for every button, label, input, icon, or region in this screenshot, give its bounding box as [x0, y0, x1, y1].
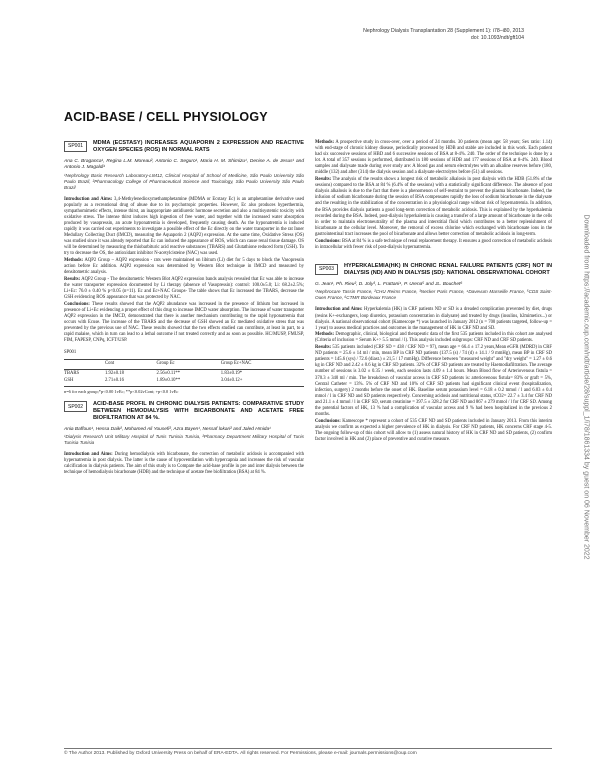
abstract-results: Results: AQP2 Group - The densitometric Western Blot AQP2 expression bands analysis revealed that Ec was able to increase the water transporter expression documented by Li therapy (absence of Vasopressin): control: 100.0±5.0; Li: 68.2±2.5%; Li+Ec: 76.0 ± 0.40 % p<0.05 (n=11). Ec and Ec+NAC Groups- The table shows that Ec increased the TBARS, decrease the GSH evidencing ROS appearance that was protected by NAC.	[64, 276, 304, 301]
results-table	[64, 359, 304, 386]
footer-divider	[64, 748, 552, 749]
abstract-conclusions: Conclusions: Kamescope * represent a cohort of 535 CRF ND and SD patients included in January 2013. From this interim analysis we confirm as expected a higher prevalence of HK in dialysis. For CRF ND patients, HK concerns CRF stage 4-5. The ongoing follow-up of this cohort will allow to (1) assess natural history of HK in CRF ND and SD patients, (2) confirm factor involved in HK and (2) place of preventive and curative measure.	[315, 418, 553, 442]
abstract-conclusions: Conclusions: These results showed that the AQP2 abundance was increased in the presence of lithium but increased in presence of Li+Ec evidencing a proper effect of this drug to increase IMCD water absorption. The increase of water transporter AQP2 expression in the IMCD, demonstrated that there is another mechanism contributing to the rapid hyponatremia that occurs with Ecuse. The increase of the TBARS and the decrease of GSH showed an Ec mediated oxidative stress that was prevented by the previous use of NAC. These results showed that the two effects studied can contribute, at least in part, to a rapid malaise, which in turn can lead to a lethal outcome if not treated correctly and as soon as possible. HC/MUSP, FMUSP, FIM, FAPESP, CNPq, ICFT/USP.	[64, 301, 304, 344]
table-cell: 3.04±0.12+	[221, 378, 304, 386]
abstract-affiliation: ¹Dialysis Research Unit Military Hospital of Tunis Tunisia Tunisia, ²Pharmacy Department Military Hospital of Tunis Tunisia Tunisia	[64, 433, 304, 445]
table-header-cell	[64, 360, 105, 369]
abstract-authors: Ania Baffoun¹, Hessa Daik², Mohamed Ali Yousefi², Azra Bayen¹, Nessaf lokari² and Jaled Hmida¹	[64, 426, 271, 432]
abstract-authors: G. Jean¹, Ph. Rieu², D. Joly³, L. Frattani⁴, P. Urena⁵ and JL. Bouchet⁶	[315, 282, 463, 288]
table-header-cell: Group Ec	[157, 360, 221, 369]
table-cell: 1.92±0.18	[105, 370, 124, 376]
results-table-block	[64, 350, 304, 394]
journal-doi: doi: 10.1093/ndt/gft104	[470, 35, 524, 41]
table-header-row	[64, 360, 304, 369]
abstract-intro: Introduction and Aims: 3,4-Methylenedioxymethamphetamine (MDMA or Ecstasy Ec) is an amphetamine derivative used popularly as a recreational drug of abuse due to its psychotropic properties. However, Ec also produces hyperthermia, sympathomimetic effects, intense thirst, an inappropriate antidiuretic hormone secretion and also a multisystemic toxicity with oxidative stress. The intense thirst induces high ingestion of free water, and together with the increased water absorption produced by vasopressin, an acute hyponatremia is developed, frequently causing death. As the hyponatremia is induced rapidly it was carried out experiments to investigate a possible effect of the Ec directly on the water transporter in the rat Inner Medullary Collecting Duct (IMCD), measuring the Aquaporin 2 (AQP2) expression. At the same time, Oxidative Stress (OS) was studied since it was already reported that Ec can induced the appearance of ROS, which can cause renal tissue damage. OS will be determined by measuring the thiobarbituric acid reactive substances (TBARS) and Glutathione reduced form (GSH). To try to decrease the OS, the antioxidant inhibitor N-acetylcisteine (NAC) was used.	[64, 196, 305, 257]
abstract-code: SP003	[315, 264, 338, 275]
table-row	[64, 378, 304, 386]
abstract-results: Results: 535 patients included (CRF SD = 438 / CRF ND = 97), mean age = 66.4 ± 17.2 years,Mean eGFR (MDRD) in CRF ND patients = 25.6 ± 14 ml / min, mean BP in CRF ND patients (137.5 (s) / 74 (d) ± 14.1 / 9 mmHg), mean BP in CRF SD patients = 145.6 (sys) / 72.6 (diast.) ± 21,5 / 17 mmHg). Difference between "measured weight" and "dry weight" = 1.27 ± 0.6 kg in CRF ND and 2.42 ± 0.6 kg in CRF SD patients. 32% of CRF SD patients are treated by Haemodiafiltration. The average number of sessions is 3.02 ± 0.35 / week, each session lasts 4.09 ± 1.4 hours. Mean Blood flow of Arteriovenous fistula = 370.3 ± 340 ml / min. The breakdown of vascular access in CRF SD patients is: arteriovenous fistula= 83% or graft = 5%, Central Catheter = 13%. 5% of CRF ND and 10% of CRF SD patients had significant clinical event (hospitalization, infection, surgery) 2 months before the onset of HK. Baseline serum potassium level = 6.18 ± 0.2 mmol / l and 6.03 ± 0.4 mmol / l in CRF ND and SD patients respectively. Concerning acidosis and nutritional status, tCO2= 22.7 ± 3.4 for CRF ND and 21.1 ± 4 mmol / l in CRF SD, serum creatinine = 397.5 ± 328.2 for CRF ND and 867 ± 279 mmol / l for CRF SD. Among the potential factors of HK, 13 % had a complication of vascular access and 9 % had been hospitalized in the previous 2 months.	[315, 345, 552, 418]
abstract-affiliation: ¹Nephrocare Tassin France, ²CHU Reims France, ³Necker Paris France, ⁴Davevum Marseille France, ⁵CDS Saint-Ouen France, ⁶CTMR Bordeaux France	[315, 289, 552, 301]
table-cell: 1.89±0.10**	[157, 378, 221, 386]
table-header-cell: Cont	[105, 360, 157, 369]
abstract-intro: Introduction and Aims: Hyperkalemia (HK) in CRF patients ND or SD is a dreaded complication prevented by diet, drugs (resins K+-exchangers, loop diuretics, potassium concentration in dialysate) and treated by drugs (insulins, b2mimetics...) or dialysis. A national observational cohort (Kamescope *) was launched in January 2012 (n = 700 patients targeted, follow-up = 1 year) to assess medical practices and outcomes in the management of HK in CRF ND and SD.	[315, 307, 553, 331]
abstract-title: HYPERKALEMIA(HK) IN CHRONIC RENAL FAILURE PATIENTS (CRF) NOT IN DIALYSIS (ND) AND IN DIALYSIS (SD): NATIONAL OBSERVATIONAL COHORT	[344, 263, 552, 277]
table-cell: GSH	[64, 378, 105, 386]
abstract-title: ACID-BASE PROFIL IN CHRONIC DIALYSIS PATIENTS: COMPARATIVE STUDY BETWEEN HEMODIALYSIS WITH BICARBONATE AND ACETATE FREE BIOFILTRATION AT 84 %.	[93, 400, 304, 421]
table-row	[64, 369, 304, 377]
table-header-cell: Group Ec+NAC	[221, 360, 304, 369]
abstract-header-sp001	[64, 140, 304, 154]
table-footnote: n=6 for each group;*p<0.00 1vEc; **p<0.02vCont; +p<0.0 1vEc	[64, 388, 179, 394]
abstract-header-sp002	[64, 401, 304, 422]
abstract-affiliation: ¹Nephrology Basic Research Laboratory-LIM12, Clinical Hospital of School of Medicine, São Paulo University São Paulo Brazil, ²Pharmacology College of Pharmaceutical Science and Toxicology, São Paulo University São Paulo Brazil	[64, 172, 304, 190]
journal-citation: Nephrology Dialysis Transplantation 28 (Supplement 1): i78–i80, 2013	[363, 28, 524, 34]
abstract-methods: Methods: AQP2 Group – AQP2 expression - rats were maintained on libitum (Li) diet for 5 days to block the Vasopressin action before Ec addition. AQP2 expression was determined by Western Blot technique in IMCD and measured by densitometric analysis.	[64, 258, 304, 276]
table-cell: TBARS	[64, 370, 80, 376]
abstract-results: Results: The analysis of the results shows a longest risk of metabolic alkalosis in post dialysis with the HDB (51.8% of the sessions) compared to the BSA at 84 % (6.4% of the sessions) with a statistically significant difference. The absence of post dialysis alkalosis is due to the fact that there is a phenomenon of self-restraint to prevent the plasma bicarbonate. Indeed, the infusion of sodium bicarbonate during the session of BSA compensates rapidly the loss of sodium bicarbonate in the dialysate and the resulting in the stabilization of the concentration in a physiological range without risk of hypernatremia. In addition, the BSA provides dialysis patients a good long-term correction of metabolic acidosis. This is explained by the hyperkalemia recorded during the BSA. Indeed, post-dialysis hyperkalemia is causing a transfer of a large amount of bicarbonate in the cells in order to maintain electroneutrality of the plasma and interstitial fluid which contributes to a better replenishment of bicarbonate at the cellular level. Moreover, the removal of excess chlorine which exchanged with bicarbonate ions in the gastrointestinal tract increases the pool of bicarbonate and allows better correction of metabolic acidosis in long-term.	[315, 177, 552, 237]
abstract-code: SP001	[64, 141, 87, 152]
download-watermark-text: Downloaded from https://academic.oup.com/ndt/article/28/suppl_1/i78/1861334 by guest on 06 November 2022	[582, 214, 590, 560]
section-title: ACID-BASE / CELL PHYSIOLOGY	[64, 110, 268, 124]
abstract-conclusions: Conclusions: BSA at 84 % is a safe technique of renal replacement therapy. It ensures a good correction of metabolic acidosis in intracellular with fewer risk of post-dialysis hypernatremia.	[315, 238, 553, 250]
table-cell: 2.71±0.16	[105, 378, 157, 386]
abstract-authors: Ana C. Braganca¹, Regina L.M. Moreau², Antonio C. Seguro¹, Maria H. M. Shimizu¹, Denise A. de Jesus¹ and Antonio J. Magaldi¹	[64, 159, 304, 171]
table-caption: SP001	[64, 350, 77, 356]
abstract-code: SP002	[64, 401, 87, 412]
table-cell: 2.56±0.11**	[156, 370, 181, 376]
abstract-header-sp003	[315, 263, 552, 277]
left-column	[64, 140, 304, 477]
abstract-title: MDMA (ECSTASY) INCREASES AQUAPORIN 2 EXPRESSION AND REACTIVE OXYGEN SPECIES (ROS) IN NORMAL RATS	[93, 140, 304, 153]
right-column	[315, 140, 552, 444]
abstract-intro: Introduction and Aims: During hemodialysis with bicarbonate, the correction of metabolic acidosis is accompanied with hypernatremia in post dialysis. The latter is the cause of hypoventilation with hypercapnia and increases the risk of vascular calcification in dialysis patients. The aim of this study is to Compare the acid-base profile in pre and inter dialysis between the technique of hemodialysis bicarbonate (HDB) and the technique of acetate free biofiltration (BSA) at 84 %.	[64, 451, 305, 476]
table-cell: 1.83±0.19*	[220, 370, 243, 376]
copyright-footer: © The Author 2013. Published by Oxford University Press on behalf of ERA-EDTA. All rights reserved. For Permissions, please e-mail: journals.permissions@oup.com	[64, 751, 417, 756]
journal-header	[363, 28, 524, 42]
abstract-methods: Methods: A prospective study in cross-over, over a period of 24 months. 30 patients (mean age: 58 years; Sex ratio: 1.14) with end-stage of chronic kidney disease, periodically processed by HDB and stable are included in this work. Each patient had six successive sessions of HBD and 6 successive sessions of BSA at 8-4%. 240. The order of the technique is done by a lot. A total of 357 sessions is performed, distributed in 180 sessions of HDB and 177 sessions of BSA at 8-4%. 240. Blood samples and dialysate made during over study are: A blood gas and serum electrolytes with an alkaline reserves before (180, middle (132) and after (314) the dialysis session and a dialysate electrolytes before (51) all sessions.	[315, 140, 552, 176]
abstract-methods: Methods: Demographic, clinical, biological and therapeutic data of the first 535 patients included in this cohort are analysed (Criteria of inclusion = Serum K+> 5.5 mmol / l). This analysis included subgroups: CRF ND and CRF SD patients.	[315, 332, 552, 344]
